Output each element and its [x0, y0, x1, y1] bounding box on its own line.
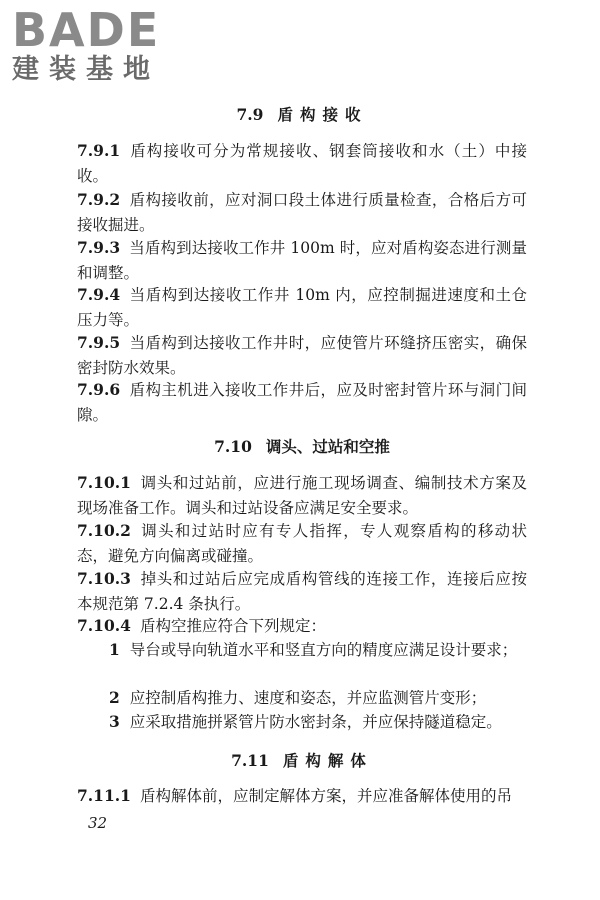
- clause-7-10-3: [77, 567, 527, 616]
- clause-7-9-4: [77, 283, 527, 332]
- logo-subtitle: 建装基地: [12, 54, 160, 85]
- item-text: 导台或导向轨道水平和竖直方向的精度应满足设计要求；: [129, 641, 518, 659]
- clause-number: 7.10.1: [77, 473, 131, 492]
- section-title: 盾构接收: [277, 105, 368, 124]
- clause-7-10-2: [77, 519, 527, 568]
- section-heading-7-11: [77, 751, 527, 771]
- clause-number: 7.10.2: [77, 521, 131, 540]
- list-item-1: [77, 638, 527, 663]
- item-number: 2: [109, 688, 120, 707]
- clause-number: 7.9.1: [77, 141, 121, 160]
- clause-text: 盾构解体前，应制定解体方案，并应准备解体使用的吊: [139, 787, 512, 805]
- list-item-2: [77, 686, 527, 711]
- clause-number: 7.9.5: [77, 333, 121, 352]
- clause-number: 7.9.4: [77, 285, 121, 304]
- section-number: 7.11: [231, 751, 269, 770]
- clause-7-9-5: [77, 331, 527, 380]
- clause-number: 7.9.6: [77, 380, 121, 399]
- clause-7-9-3: [77, 236, 527, 285]
- clause-number: 7.10.4: [77, 616, 131, 635]
- clause-text: 掉头和过站后应完成盾构管线的连接工作，连接后应按本规范第 7.2.4 条执行。: [77, 570, 527, 613]
- clause-text: 调头和过站时应有专人指挥，专人观察盾构的移动状态，避免方向偏离或碰撞。: [77, 522, 527, 565]
- item-text: 应控制盾构推力、速度和姿态，并应监测管片变形；: [129, 689, 487, 707]
- clause-7-9-1: [77, 139, 527, 188]
- section-number: 7.9: [236, 105, 264, 124]
- clause-number: 7.11.1: [77, 786, 131, 805]
- section-title: 调头、过站和空推: [265, 437, 390, 456]
- clause-number: 7.10.3: [77, 569, 131, 588]
- item-number: 3: [109, 712, 120, 731]
- clause-text: 盾构主机进入接收工作井后，应及时密封管片环与洞门间隙。: [77, 381, 527, 424]
- clause-7-10-4: [77, 614, 527, 639]
- clause-text: 当盾构到达接收工作井 100m 时，应对盾构姿态进行测量和调整。: [77, 239, 527, 282]
- list-item-3: [77, 710, 527, 735]
- clause-number: 7.9.3: [77, 238, 121, 257]
- clause-text: 盾构接收前，应对洞口段土体进行质量检查，合格后方可接收掘进。: [77, 191, 527, 234]
- clause-7-11-1: [77, 784, 527, 809]
- clause-text: 盾构空推应符合下列规定：: [139, 617, 326, 635]
- section-heading-7-9: [77, 105, 527, 125]
- clause-text: 当盾构到达接收工作井时，应使管片环缝挤压密实，确保密封防水效果。: [77, 334, 527, 377]
- clause-7-10-1: [77, 471, 527, 520]
- clause-text: 盾构接收可分为常规接收、钢套筒接收和水（土）中接收。: [77, 142, 527, 185]
- bade-logo: [12, 3, 182, 86]
- clause-7-9-2: [77, 188, 527, 237]
- section-title: 盾构解体: [282, 751, 373, 770]
- page-number: 32: [88, 814, 108, 832]
- clause-number: 7.9.2: [77, 190, 121, 209]
- clause-text: 当盾构到达接收工作井 10m 内，应控制掘进速度和土仓压力等。: [77, 286, 527, 329]
- section-number: 7.10: [214, 437, 252, 456]
- item-text: 应采取措施拼紧管片防水密封条，并应保持隧道稳定。: [129, 713, 502, 731]
- section-heading-7-10: [77, 437, 527, 457]
- clause-7-9-6: [77, 378, 527, 427]
- logo-brand: BADE: [12, 3, 161, 57]
- item-number: 1: [109, 640, 120, 659]
- clause-text: 调头和过站前，应进行施工现场调查、编制技术方案及现场准备工作。调头和过站设备应满足安全要求。: [77, 474, 527, 517]
